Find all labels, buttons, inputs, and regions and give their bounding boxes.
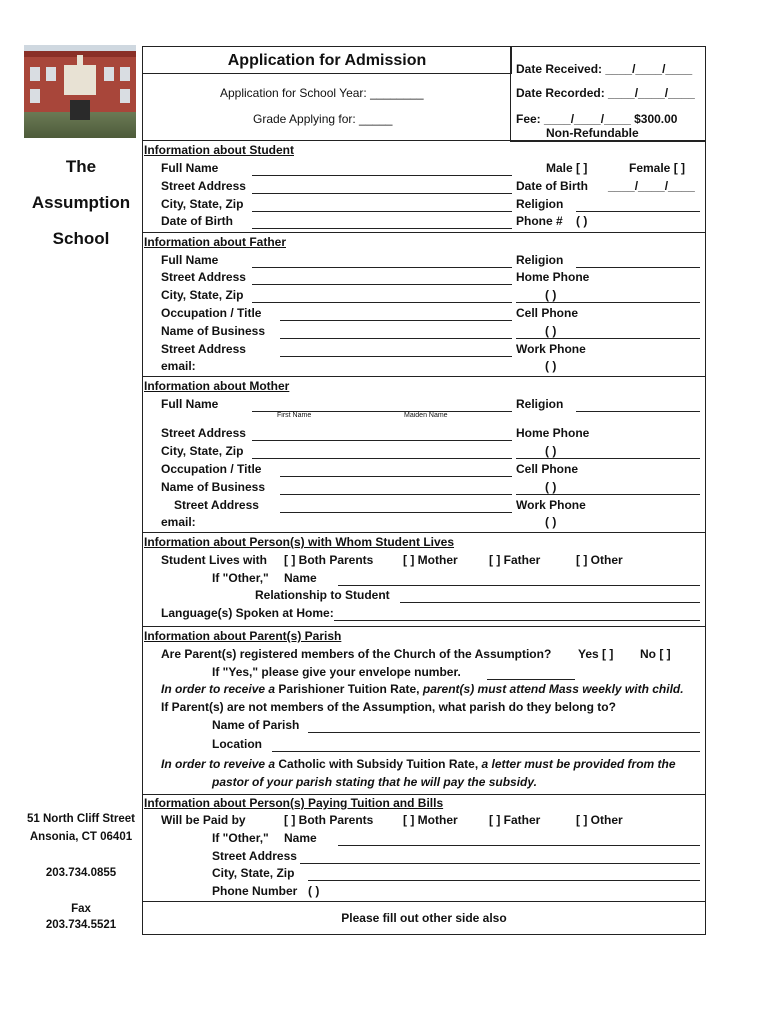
male-checkbox[interactable]: Male [ ] <box>546 161 588 175</box>
form-title: Application for Admission <box>227 52 427 69</box>
parish-name-label: Name of Parish <box>212 718 300 732</box>
subsidy-rate-note: In order to reveive a Catholic with Subsidy Tuition Rate, a letter must be provided from the <box>161 757 676 771</box>
section-divider <box>142 794 706 795</box>
father-cell-phone-input[interactable]: ( ) <box>545 324 557 338</box>
languages-input[interactable] <box>334 620 700 621</box>
paid-name-label: Name <box>284 831 317 845</box>
paid-other-checkbox[interactable]: [ ] Other <box>576 813 623 827</box>
envelope-number-input[interactable] <box>487 679 575 680</box>
father-street2-label: Street Address <box>161 342 246 356</box>
father-email-label: email: <box>161 359 196 373</box>
fax-label: Fax <box>71 903 91 915</box>
paid-phone-input[interactable]: ( ) <box>308 884 320 898</box>
father-heading: Information about Father <box>144 235 286 249</box>
lives-mother-checkbox[interactable]: [ ] Mother <box>403 553 458 567</box>
mother-street2-label: Street Address <box>174 498 259 512</box>
mother-street-label: Street Address <box>161 426 246 440</box>
lives-name-label: Name <box>284 571 317 585</box>
school-name-line1: The <box>65 157 97 176</box>
father-work-phone-label: Work Phone <box>516 342 586 356</box>
date-recorded-field[interactable]: Date Recorded: ____/____/____ <box>516 86 695 100</box>
address-line1: 51 North Cliff Street <box>27 813 135 825</box>
father-street-label: Street Address <box>161 270 246 284</box>
mother-cell-phone-line[interactable] <box>516 494 700 495</box>
paid-phone-label: Phone Number <box>212 884 298 898</box>
mother-home-phone-input[interactable]: ( ) <box>545 444 557 458</box>
paid-both-checkbox[interactable]: [ ] Both Parents <box>284 813 374 827</box>
lives-both-checkbox[interactable]: [ ] Both Parents <box>284 553 374 567</box>
mother-business-input[interactable] <box>280 494 512 495</box>
student-dob-label: Date of Birth <box>161 214 233 228</box>
mother-religion-label: Religion <box>516 397 564 411</box>
mother-heading: Information about Mother <box>144 379 290 393</box>
student-heading: Information about Student <box>144 143 294 157</box>
father-religion-label: Religion <box>516 253 564 267</box>
mother-home-phone-label: Home Phone <box>516 426 590 440</box>
non-refundable-label: Non-Refundable <box>546 126 639 140</box>
father-occupation-label: Occupation / Title <box>161 306 262 320</box>
paid-street-input[interactable] <box>300 863 700 864</box>
parish-name-input[interactable] <box>308 732 700 733</box>
mother-full-name-label: Full Name <box>161 397 219 411</box>
mother-street2-input[interactable] <box>280 512 512 513</box>
paid-city-input[interactable] <box>308 880 700 881</box>
mother-city-input[interactable] <box>252 458 512 459</box>
mother-occupation-label: Occupation / Title <box>161 462 262 476</box>
lives-heading: Information about Person(s) with Whom Student Lives <box>144 535 455 549</box>
paid-city-label: City, State, Zip <box>212 866 295 880</box>
languages-label: Language(s) Spoken at Home: <box>161 606 334 620</box>
paid-mother-checkbox[interactable]: [ ] Mother <box>403 813 458 827</box>
mother-cell-phone-label: Cell Phone <box>516 462 579 476</box>
not-members-label: If Parent(s) are not members of the Assumption, what parish do they belong to? <box>161 700 616 714</box>
father-full-name-label: Full Name <box>161 253 219 267</box>
father-home-phone-label: Home Phone <box>516 270 590 284</box>
paid-father-checkbox[interactable]: [ ] Father <box>489 813 541 827</box>
school-name-line2: Assumption <box>31 193 131 212</box>
section-divider <box>142 232 706 233</box>
mother-street-input[interactable] <box>252 440 512 441</box>
mother-city-label: City, State, Zip <box>161 444 244 458</box>
paid-name-input[interactable] <box>338 845 700 846</box>
parish-location-label: Location <box>212 737 262 751</box>
mother-religion-input[interactable] <box>576 411 700 412</box>
maiden-name-caption: Maiden Name <box>404 412 448 419</box>
fee-field[interactable]: Fee: ____/____/____ $300.00 <box>516 112 678 126</box>
father-street-input[interactable] <box>252 284 512 285</box>
student-full-name-input[interactable] <box>252 175 512 176</box>
paid-if-other-label: If "Other," <box>212 831 269 845</box>
lives-father-checkbox[interactable]: [ ] Father <box>489 553 541 567</box>
father-work-phone-input[interactable]: ( ) <box>545 359 557 373</box>
school-name-line3: School <box>52 229 110 248</box>
fax-number: 203.734.5521 <box>45 919 117 931</box>
father-city-label: City, State, Zip <box>161 288 244 302</box>
student-dob-input[interactable] <box>252 228 512 229</box>
mother-work-phone-input[interactable]: ( ) <box>545 515 557 529</box>
parish-location-input[interactable] <box>272 751 700 752</box>
father-city-input[interactable] <box>252 302 512 303</box>
student-street-input[interactable] <box>252 193 512 194</box>
student-full-name-label: Full Name <box>161 161 219 175</box>
student-dob-right-input[interactable]: ____/____/____ <box>608 179 695 193</box>
mother-business-label: Name of Business <box>161 480 266 494</box>
student-religion-input[interactable] <box>576 211 700 212</box>
section-divider <box>142 901 706 902</box>
envelope-label: If "Yes," please give your envelope number. <box>212 665 461 679</box>
mother-cell-phone-input[interactable]: ( ) <box>545 480 557 494</box>
father-home-phone-line[interactable] <box>516 302 700 303</box>
section-divider <box>142 626 706 627</box>
subsidy-rate-note-cont: pastor of your parish stating that he will pay the subsidy. <box>212 775 537 789</box>
father-home-phone-input[interactable]: ( ) <box>545 288 557 302</box>
father-street2-input[interactable] <box>280 356 512 357</box>
father-religion-input[interactable] <box>576 267 700 268</box>
father-business-label: Name of Business <box>161 324 266 338</box>
relationship-label: Relationship to Student <box>255 588 390 602</box>
student-religion-label: Religion <box>516 197 564 211</box>
section-divider <box>142 532 706 533</box>
father-cell-phone-line[interactable] <box>516 338 700 339</box>
parish-no-checkbox[interactable]: No [ ] <box>640 647 671 661</box>
father-cell-phone-label: Cell Phone <box>516 306 579 320</box>
mother-email-label: email: <box>161 515 196 529</box>
father-full-name-input[interactable] <box>252 267 512 268</box>
student-dob-right-label: Date of Birth <box>516 179 588 193</box>
paid-by-label: Will be Paid by <box>161 813 246 827</box>
father-business-input[interactable] <box>280 338 512 339</box>
mother-work-phone-label: Work Phone <box>516 498 586 512</box>
section-divider <box>142 140 706 141</box>
student-street-label: Street Address <box>161 179 246 193</box>
parish-heading: Information about Parent(s) Parish <box>144 629 342 643</box>
lives-if-other-label: If "Other," <box>212 571 269 585</box>
lives-other-checkbox[interactable]: [ ] Other <box>576 553 623 567</box>
lives-name-input[interactable] <box>338 585 700 586</box>
grade-field[interactable]: Grade Applying for: _____ <box>253 112 393 126</box>
student-phone-input[interactable]: ( ) <box>576 214 588 228</box>
relationship-input[interactable] <box>400 602 700 603</box>
parishioner-rate-note: In order to receive a Parishioner Tuition Rate, parent(s) must attend Mass weekly with child. <box>161 682 684 696</box>
first-name-caption: First Name <box>277 412 312 419</box>
date-received-field[interactable]: Date Received: ____/____/____ <box>516 62 693 76</box>
footer-note: Please fill out other side also <box>341 911 507 925</box>
school-building-photo <box>24 45 136 138</box>
phone-number: 203.734.0855 <box>45 867 117 879</box>
student-city-label: City, State, Zip <box>161 197 244 211</box>
section-divider <box>142 376 706 377</box>
father-occupation-input[interactable] <box>280 320 512 321</box>
student-city-input[interactable] <box>252 211 512 212</box>
mother-occupation-input[interactable] <box>280 476 512 477</box>
parish-question: Are Parent(s) registered members of the Church of the Assumption? <box>161 647 552 661</box>
parish-yes-checkbox[interactable]: Yes [ ] <box>578 647 614 661</box>
lives-with-label: Student Lives with <box>161 553 268 567</box>
mother-home-phone-line[interactable] <box>516 458 700 459</box>
school-year-field[interactable]: Application for School Year: ________ <box>220 86 424 100</box>
paid-street-label: Street Address <box>212 849 297 863</box>
address-line2: Ansonia, CT 06401 <box>29 831 133 843</box>
tuition-heading: Information about Person(s) Paying Tuition and Bills <box>144 796 444 810</box>
female-checkbox[interactable]: Female [ ] <box>629 161 686 175</box>
student-phone-label: Phone # <box>516 214 563 228</box>
